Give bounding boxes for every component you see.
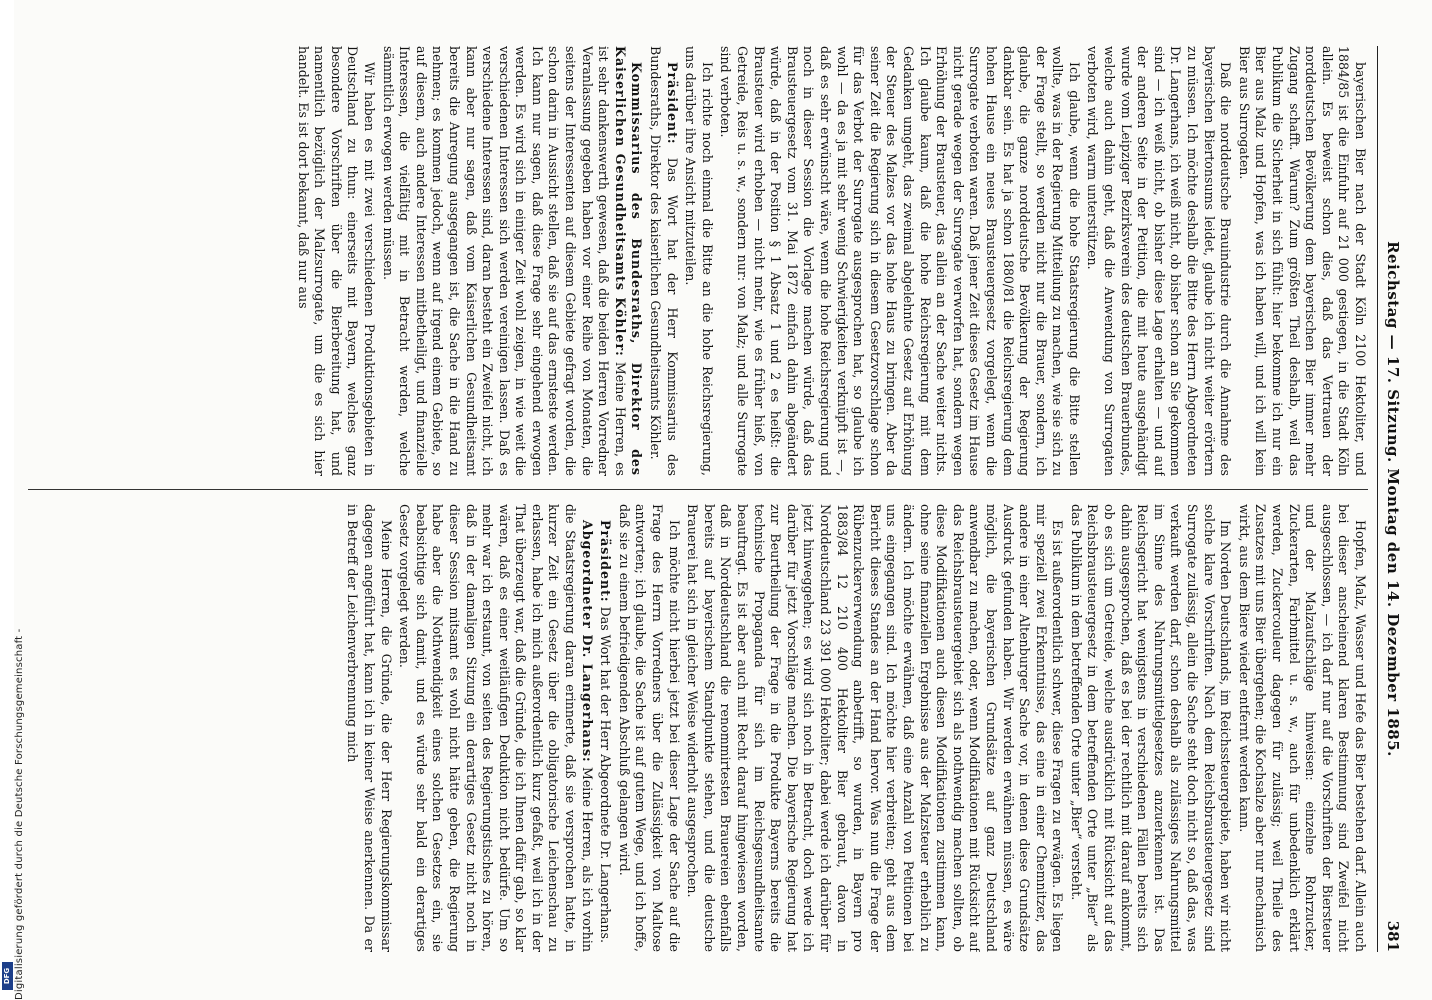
paragraph: [1235, 504, 1368, 952]
speaker-name: Präsident:: [664, 62, 680, 145]
paragraph-text: Das Wort hat der Herr Kommissarius des Bundesraths, Direktor des kaiserlichen Gesundheitsamts Köhler.: [648, 46, 680, 476]
paragraph: [615, 504, 681, 952]
footer-credit: Digitalisierung gefördert durch die Deutsche Forschungsgemeinschaft -: [14, 628, 25, 1000]
paragraph-text: Meine Herren, es ist sehr dankenswerth gewesen, daß die beiden Herren Vorredner Veranlassung gegeben haben vor einer Reihe von Monaten, die seitens der Interessenten auf diesem Gebiete gefragt worden, die schon darin in Aussicht stellen, daß sie auf das ernsteste werden. Ich kann nur sagen, daß diese Frage sehr eingehend erwogen werden. Es wird sich in einiger Zeit wohl zeigen, in wie weit die verschiedenen Interessen sich werden vereinigen lassen. Daß es verschiedene Interessen sind, daran besteht ein Zweifel nicht, ich kann aber nur sagen, daß vom Kaiserlichen Gesundheitsamt bereits die Anregung ausgegangen ist, die Sache in die Hand zu nehmen; es kommen jedoch, wenn auf irgend einem Gebiete, so auf diesem, auch andere Interessen mitbetheiligt, und finanzielle Interessen, die vielfältig mit in Betracht werden, welche sämmtlich erwogen werden müssen.: [380, 46, 628, 476]
speaker-name: Kommissarius des Bundesraths, Direktor des Kaiserlichen Gesundheitsamts Köhler:: [612, 46, 645, 476]
paragraph-text: Im Norden Deutschlands, im Reichssteuergebiete, haben wir nicht solche klare Vorschriften. Nach dem Reichsbrausteuergesetz sind Surrogate zulässig, allein die Sache steht doch nicht so, daß das, was verkauft werden darf, schon deshalb als zulässiges Nahrungsmittel im Sinne des Nahrungsmittelgesetzes anzuerkennen ist. Das Reichsgericht hat wenigstens in verschiedenen Fällen bereits sich dahin ausgesprochen, daß es bei der rechtlich mit darauf ankommt, ob es sich um Getreide, welche ausdrücklich mit Rücksicht auf das Reichsbrausteuergesetz in dem betreffenden Orte unter „Bier“ als das Publikum in dem betreffenden Orte unter „Bier“ versteht.: [1068, 504, 1234, 952]
right-column: [28, 504, 1368, 952]
paragraph: [396, 504, 595, 952]
column-divider: [28, 489, 1368, 490]
paragraph-text: Ich richte noch einmal die Bitte an die hohe Reichsregierung, uns darüber ihre Ansicht mitzuteilen.: [683, 46, 715, 476]
paragraph: [1235, 46, 1368, 476]
paragraph-text: Wir haben es mit zwei verschiedenen Produktionsgebieten in Deutschland zu thun: einerseits mit Bayern, welches ganz besondere Vorschriften über die Bierbereitung hat, und namentlich bezüglich der Malzsurrogate, um die es sich hier handelt. Es ist dort bekannt, daß nur aus: [295, 46, 377, 476]
paragraph: [646, 46, 679, 476]
header-title: [1384, 46, 1402, 952]
paragraph: [682, 46, 715, 476]
paragraph: [1067, 504, 1233, 952]
paragraph-text: bayerischen Bier nach der Stadt Köln 2100 Hektoliter, und 1884/85 ist die Einfuhr auf 21 000 gestiegen, in die Stadt Köln allein. Es beweist schon dies, daß das Vertrauen der norddeutschen Bevölkerung dem bayerischen Bier immer mehr Zugang schafft. Warum? Zum größten Theil deshalb, weil das Publikum die Sicherheit in sich fühlt: hier bekomme ich nur ein Bier aus Malz und Hopfen, was ich haben will, und ich will kein Bier aus Surrogaten.: [1236, 46, 1368, 476]
page-header: [1377, 46, 1404, 952]
paragraph-text: Ich möchte nicht hierbei jetzt bei dieser Lage der Sache auf die Frage des Herrn Vorredners über die Zulässigkeit von Maltose antworten; ich glaube, die Sache ist auf gutem Wege, und ich hoffe, daß sie zu einem befriedigenden Abschluß gelangen wird.: [616, 504, 682, 952]
speaker-name: Abgeordneter Dr. Langerhans:: [579, 520, 595, 763]
paragraph: [1084, 46, 1233, 476]
paragraph: [597, 504, 614, 952]
header-center: — 17. Sitzung. Montag den 14. Dezember 1885.: [1384, 334, 1402, 757]
header-left: Reichstag: [1384, 241, 1402, 329]
paragraph-text: Daß die norddeutsche Brauindustrie durch die Annahme des bayerischen Biertonsums leidet, glaube ich nicht weiter erörtern zu müssen. Ich möchte deshalb die Bitte des Herrn Abgeordneten Dr. Langerhans, ich weiß nicht, ob bisher schon an Sie gekommen sind — ich weiß nicht, ob bisher diese Lage erhalten — und auf der anderen Seite in der Petition, die mit heute ausgehändigt wurde vom Leipziger Bezirksverein des deutschen Brauerbundes, welche auch dahin geht, daß die Anwendung von Surrogaten verboten wird, warm unterstützen.: [1085, 46, 1234, 476]
paragraph: [717, 46, 1082, 476]
paragraph-text: Ich glaube, wenn die hohe Staatsregierung die Bitte stellen wollte, was in der Regierung Mitteilung zu machen, wie sie sich zu der Frage stellt, so werden nicht nur die Brauer, sondern, ich glaube, die ganze norddeutsche Bevölkerung der Regierung dankbar sein. Es hat ja schon 1880/81 die Reichsregierung dem hohen Hause ein neues Brausteuergesetz vorgelegt, wenn die Surrogate verboten waren. Daß jener Zeit dieses Gesetz im Hause nicht gerade wegen der Surrogate verworfen hat, sondern wegen Erhöhung der Brausteuer, das allein an der Sache weiter nichts. Ich glaube kaum, daß die hohe Reichsregierung mit dem Gedanken umgeht, das zweimal abgelehnte Gesetz auf Erhöhung der Steuer des Malzes vor das hohe Haus zu bringen. Aber da seiner Zeit die Regierung sich in diesem Gesetzvorschlage schon für das Verbot der Surrogate ausgesprochen hat, so glaube ich wohl — da es ja mit sehr wenig Schwierigkeiten verknüpft ist —, daß es sehr erwünscht wäre, wenn die hohe Reichsregierung und noch in dieser Session die Vorlage machen würde, daß das Brausteuergesetz vom 31. Mai 1872 einfach dahin abgeändert würde, daß in der Position § 1 Absatz 1 und 2 es heißt: die Brausteuer wird erhoben — nicht mehr, wie es früher hieß, von Getreide, Reis u. s. w., sondern nur: von Malz; und alle Surrogate sind verboten.: [718, 46, 1082, 476]
dfg-logo-text: DFG: [3, 967, 12, 985]
paragraph: [344, 504, 394, 952]
paragraph-text: Hopfen, Malz, Wasser und Hefe das Bier bestehen darf. Allein auch bei dieser anscheinend klaren Bestimmung sind Zweifel nicht ausgeschlossen, — ich darf nur auf die Vorschriften der Biersteuer und der Malzaufschläge hinweisen: einzelne Rohrzucker, Zuckerarten, Farbmittel u. s. w., auch für unbedenklich erklärt werden, Zuckercouleur dagegen für zulässig; weil Theile des Zusatzes mit uns Bier übergehen; die Kochsalze aber nur mechanisch wirkt, aus dem Biere wieder entfernt werden kann.: [1236, 504, 1368, 952]
left-column: [28, 46, 1368, 476]
paragraph-text: Meine Herren, die Gründe, die der Herr Regierungskommissar dagegen angeführt hat, kann ich in keiner Weise anerkennen. Da er in Betreff der Leichenverbrennung mich: [345, 504, 394, 952]
paragraph: [379, 46, 645, 476]
dfg-logo: [2, 962, 13, 990]
paragraph: [684, 504, 1066, 952]
footer-strip: [0, 0, 25, 1000]
paragraph: [294, 46, 377, 476]
paragraph-text: Das Wort hat der Herr Abgeordnete Dr. Langerhans.: [598, 606, 614, 944]
paragraph-text: Es ist außerordentlich schwer, diese Fragen zu erwägen. Es liegen mir speziell zwei Erkenntnisse, das eine in einer Chemnitzer, das andere in einer Altenburger Sache vor, in denen diese Grundsätze Ausdruck gefunden haben. Wir werden erwähnen müssen, es wäre möglich, die bayerischen Grundsätze auf ganz Deutschland anwendbar zu machen, oder, wenn Modifikationen mit Rücksicht auf das Reichsbrausteuergebiet sich als nothwendig machen sollten, ob diese Modifikationen auch diesen Modifikationen zustimmen kann, ohne seine finanziellen Ergebnisse aus der Malzsteuer erheblich zu ändern. Ich möchte erwähnen, daß eine Anzahl von Petitionen bei uns eingegangen sind. Ich möchte hier verbreiten; geht aus dem Bericht dieses Standes an der Hand hervor. Was nun die Frage der Rübenzuckerverwendung anbetrifft, so wurden, in Bayern pro 1883/84 12 210 400 Hektoliter Bier gebraut, davon in Norddeutschland 23 391 000 Hektoliter; dabei werde ich darüber für jetzt hinweggehen; es wird sich noch in Betracht, doch werde ich darüber für jetzt Vorschläge machen. Die bayerische Regierung hat zur Beurtheilung der Frage in die Produkte Bayerns bereits die technische Propaganda für sich im Reichsgesundheitsamte beauftragt. Es ist aber auch mit Recht darauf hingewiesen worden, daß in Norddeutschland die renommirtesten Brauereien ebenfalls bereits auf bayerischem Standpunkte stehen, und die deutsche Brauerei hat sich in gleicher Weise widerholt ausgesprochen.: [685, 504, 1066, 952]
paragraph-text: Meine Herren, als ich vorhin die Staatsregierung daran erinnerte, daß sie versprochen hatte, in kurzer Zeit ein Gesetz über die obligatorische Leichenschau zu erlassen, habe ich mich außerordentlich kurz gefaßt, weil ich in der That überzeugt war, daß die Gründe, die ich Ihnen dafür gab, so klar wären, daß es einer weitläufigen Deduktion nicht bedürfe. Um so mehr war ich erstaunt, von seiten des Regierungstisches zu hören, daß in der damaligen Sitzung ein derartiges Gesetz nicht noch in dieser Session mitsamt es wohl nicht hätte geben, die Regierung habe aber die Nothwendigkeit eines solchen Gesetzes ein, sie beabsichtige sich damit, und es würde sehr bald ein derartiges Gesetz vorgelegt werden.: [397, 504, 595, 952]
page-number: 381: [1384, 920, 1402, 952]
speaker-name: Präsident:: [598, 520, 614, 603]
